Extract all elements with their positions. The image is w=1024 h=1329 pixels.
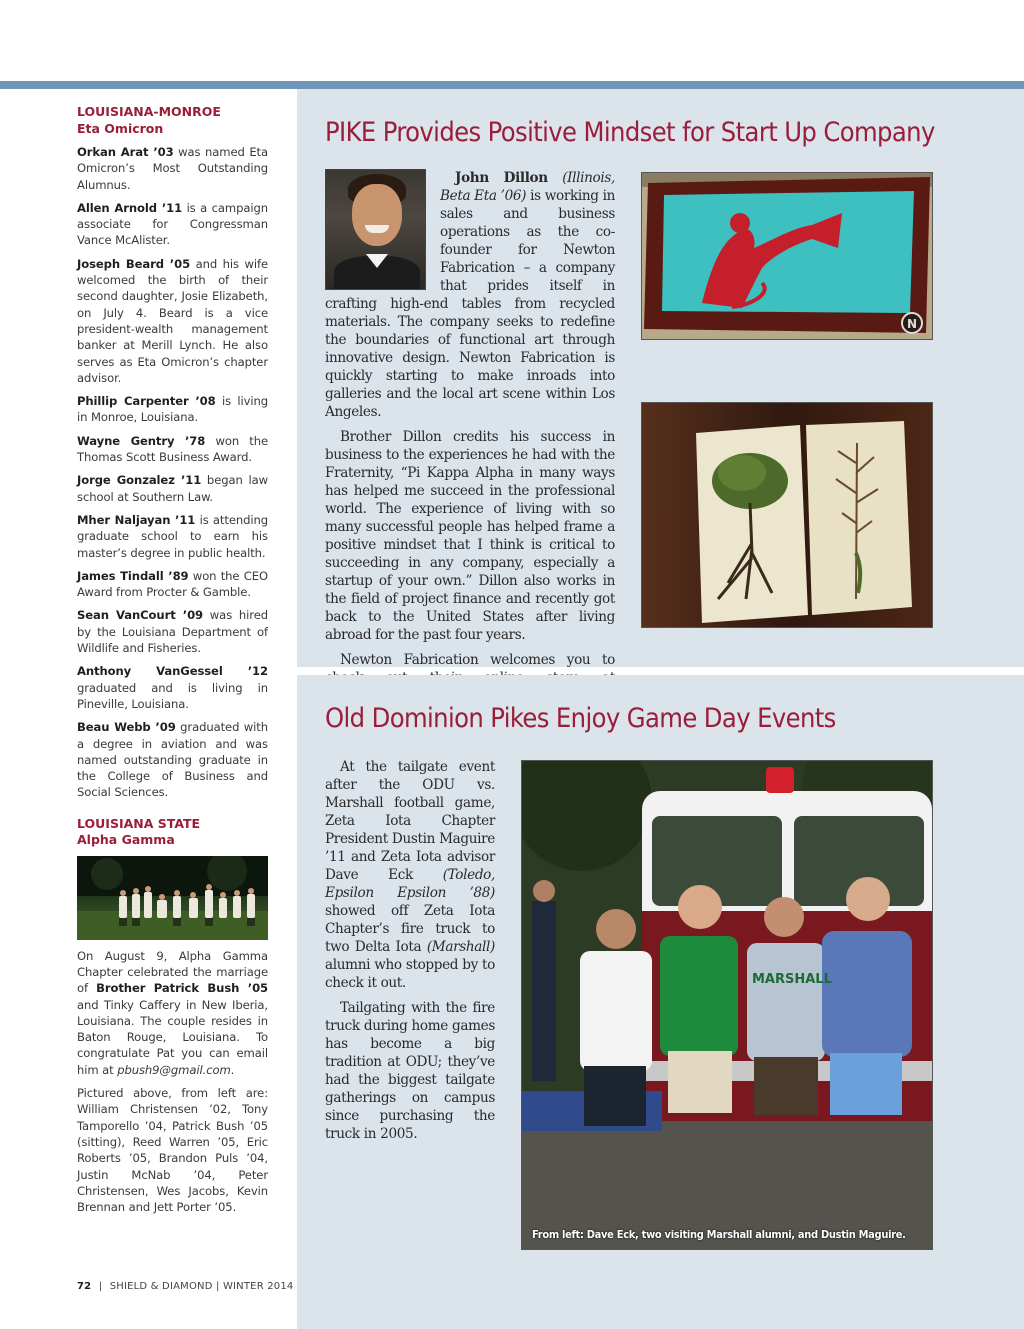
alumni-note: Jorge Gonzalez ’11 began law school at Southern Law. <box>77 473 268 504</box>
tree-table-photo <box>641 402 933 628</box>
fire-truck-illustration <box>522 761 933 1250</box>
alumni-note: Allen Arnold ’11 is a campaign associate for Congressman Vance McAlister. <box>77 200 268 248</box>
article-paragraph: Newton Fabrication welcomes you to <box>325 651 615 705</box>
page-footer <box>77 1281 293 1292</box>
photo-caption: From left: Dave Eck, two visiting Marshall alumni, and Dustin Maguire. <box>532 1228 906 1241</box>
alumni-note: James Tindall ’89 won the CEO Award from Procter & Gamble. <box>77 568 268 600</box>
alumni-note: Beau Webb ’09 graduated with a degree in aviation and was named outstanding graduate in the College of Business and Social Sciences. <box>77 720 268 800</box>
chapter-name-heading: Eta Omicron <box>77 120 164 136</box>
alumni-notes-column <box>77 104 268 1222</box>
person-name: John Dillon <box>455 170 548 186</box>
alumni-note: Sean VanCourt ’09 was hired by the Louisiana Department of Wildlife and Fisheries. <box>77 608 268 656</box>
svg-text:N: N <box>907 317 918 331</box>
article-paragraph: Brother Dillon credits his success in business to the experiences he had with the Fraternity, “Pi Kappa Alpha in many ways has helped me succeed in the professional world. The experience of living with so many successful people has helped frame a positive mindset that I think is critical to succeeding in any company, especially a startup of your own.” Dillon also works in the field of project finance and recently got back to the United States after living abroad for the past four years. <box>325 429 615 643</box>
shirt-text: MARSHALL <box>752 972 832 987</box>
chapter-school-heading: LOUISIANA STATE <box>77 815 201 831</box>
article-body <box>325 758 495 1150</box>
article-paragraph: Tailgating with the fire truck during home games has become a big tradition at ODU; they’ve had the biggest tailgate gatherings on campus since purchasing the truck in 2005. <box>325 1000 495 1142</box>
table-illustration <box>642 403 933 628</box>
article-paragraph: At the tailgate event after the ODU vs. Marshall football game, Zeta Iota Chapter President Dustin Maguire ’11 and Zeta Iota advisor Dave Eck (Toledo, Epsilon Epsilon ’88) showed off Zeta Iota Chapter’s fire truck to two Delta Iota (Marshall) alumni who stopped by to check it out. <box>325 759 495 991</box>
alumnus-name: Allen Arnold ’11 <box>77 200 183 215</box>
alumnus-name: Joseph Beard ’05 <box>77 256 191 271</box>
lsu-wedding-note: On August 9, Alpha Gamma Chapter celebrated the marriage of Brother Patrick Bush ’05 and Tinky Caffery in New Iberia, Louisiana. The couple resides in Baton Rouge, Louisiana. To congratulate Pat you can email him at pbush9@gmail.com. <box>77 948 269 1077</box>
alumnus-name: Jorge Gonzalez ’11 <box>77 473 202 488</box>
chapter-school-heading: LOUISIANA-MONROE <box>77 104 221 119</box>
footer-separator: | <box>98 1281 103 1292</box>
john-dillon-portrait <box>325 169 426 290</box>
wedding-group-photo <box>77 856 268 940</box>
trumpet-table-photo <box>641 172 933 340</box>
alumni-note: Orkan Arat ’03 was named Eta Omicron’s Most Outstanding Alumnus. <box>77 145 268 192</box>
alumni-note: Phillip Carpenter ’08 is living in Monroe, Louisiana. <box>77 394 268 425</box>
alumnus-name: Beau Webb ’09 <box>77 720 176 735</box>
alumni-note: Anthony VanGessel ’12 graduated and is living in Pineville, Louisiana. <box>77 664 268 711</box>
alumni-note: Mher Naljayan ’11 is attending graduate school to earn his master’s degree in public health. <box>77 512 268 560</box>
alumnus-name: Sean VanCourt ’09 <box>77 608 204 623</box>
article-paragraph: John Dillon (Illinois, Beta Eta ’06) is working in sales and business operations as the co-founder for Newton Fabrication – a company that prides itself in crafting high-end tables from recycled materials. The company seeks to redefine the boundaries of functional art through innovative design. Newton Fabrication is quickly starting to make inroads into galleries and the local art scene within Los Angeles. <box>325 170 615 420</box>
table-illustration <box>642 173 933 340</box>
alumni-notes-list <box>77 144 268 801</box>
chapter-name-heading: Alpha Gamma <box>77 832 175 848</box>
article-body <box>325 169 615 712</box>
header-rule <box>0 81 1024 89</box>
group-photo-illustration <box>77 856 268 940</box>
alumnus-name: James Tindall ’89 <box>77 568 189 583</box>
alumnus-name: Orkan Arat ’03 <box>77 145 174 159</box>
publication-name: SHIELD & DIAMOND | WINTER 2014 <box>109 1281 294 1292</box>
alumni-note: Wayne Gentry ’78 won the Thomas Scott Business Award. <box>77 433 268 465</box>
alumnus-name: Mher Naljayan ’11 <box>77 512 196 527</box>
alumnus-name: Wayne Gentry ’78 <box>77 433 206 448</box>
article-panel-newton <box>297 89 1024 667</box>
fire-truck-photo <box>521 760 933 1250</box>
article-title: PIKE Provides Positive Mindset for Start Up Company <box>325 117 935 148</box>
photo-caption-list: Pictured above, from left are: William Christensen ’02, Tony Tamporello ’04, Patrick Bush ’05 (sitting), Reed Warren ’05, Eric Roberts ’05, Brandon Puls ’04, Justin McNab ’04, Peter Christensen, Wes Jacobs, Kevin Brennan and Jett Porter ’05. <box>77 1086 268 1215</box>
alumni-note: Joseph Beard ’05 and his wife welcomed the birth of their second daughter, Josie Elizabeth, on July 4. Beard is a vice president-wealth management banker at Merill Lynch. He also serves as Eta Omicron’s chapter advisor. <box>77 256 268 385</box>
article-panel-odu <box>297 675 1024 1329</box>
alumnus-name: Phillip Carpenter ’08 <box>77 394 216 409</box>
alumnus-name: Brother Patrick Bush ’05 <box>96 981 269 996</box>
article-title: Old Dominion Pikes Enjoy Game Day Events <box>325 703 836 734</box>
alumnus-name: Anthony VanGessel ’12 <box>77 664 268 679</box>
email-link[interactable]: pbush9@gmail.com <box>117 1062 231 1077</box>
page-number: 72 <box>77 1281 92 1292</box>
